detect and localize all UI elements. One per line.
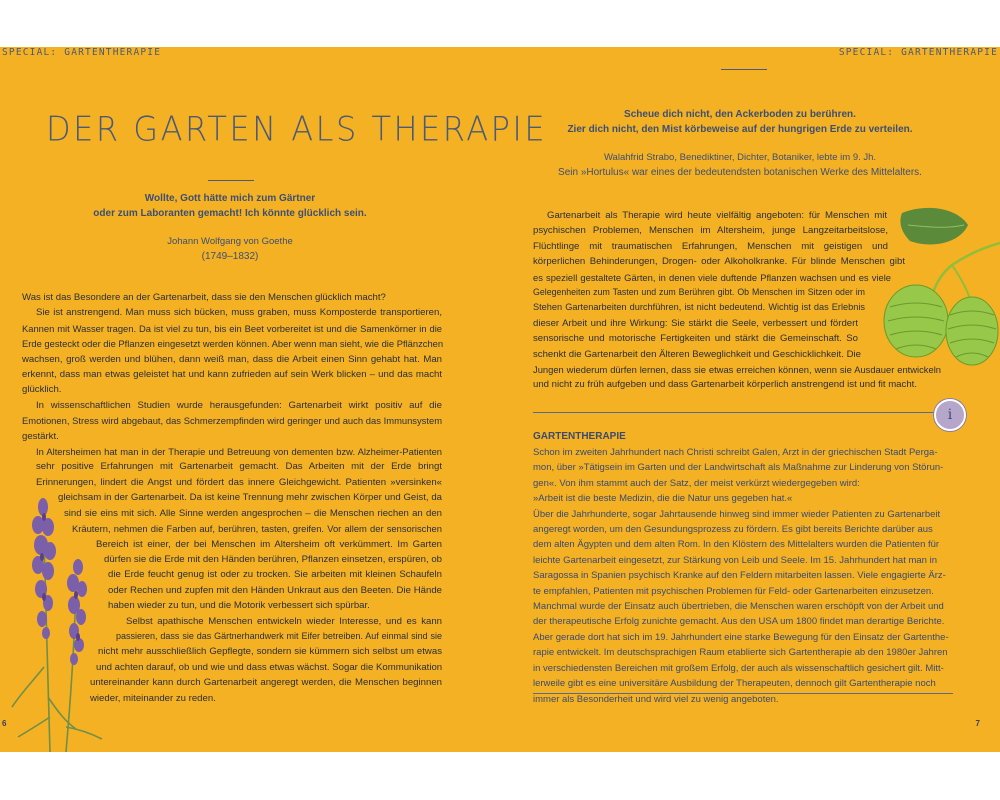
info-line: Aber gerade dort hat sich im 19. Jahrhundert eine starke Bewegung für den Einsatz der Gartenthe- — [533, 631, 949, 643]
paragraph-line: Gartenarbeit als Therapie wird heute vielfältig angeboten: für Menschen mit — [547, 210, 887, 221]
info-line: immer als Besonderheit und wird viel zu wenig angeboten. — [533, 693, 779, 705]
paragraph-line: gestärkt. — [22, 430, 59, 442]
info-line: rapie entwickelt. Im deutschsprachigen Raum etablierte sich Gartentherapie ab den 1980er Jahren — [533, 647, 948, 659]
quote-attribution: Sein »Hortulus« war eines der bedeutendsten botanischen Werke des Mittelalters. — [558, 167, 922, 178]
info-icon: i — [934, 399, 966, 431]
quote-line: Wollte, Gott hätte mich zum Gärtner — [144, 193, 316, 204]
paragraph-line: glücklich. — [22, 384, 62, 396]
info-line: »Arbeit ist die beste Medizin, die die Natur uns gegeben hat.« — [533, 493, 793, 505]
paragraph-line: dürfen sie die Erde mit den Händen berühren, Pflanzen einsetzen, erspüren, ob — [104, 553, 442, 565]
title-divider — [208, 180, 254, 181]
paragraph-line: erkennt, dass man etwas geleistet hat und kann zufrieden auf sein Werk blicken – und das macht — [22, 369, 442, 381]
lavender-illustration — [8, 467, 108, 752]
paragraph-line: und achten darauf, ob und wie und dass etwas wächst. Sogar die Kommunikation — [96, 661, 443, 673]
paragraph-line: nicht mehr ausschließlich Gepflegte, sondern sie kümmern sich selbst um etwas — [98, 646, 442, 658]
running-header-left: SPECIAL: GARTENTHERAPIE — [2, 47, 162, 58]
info-box-bottom-rule — [533, 693, 953, 694]
info-line: mon, über »Tätigsein im Garten und der Landwirtschaft als Maßnahme zur Linderung von Störun- — [533, 462, 944, 474]
paragraph-line: passieren, dass sie das Gärtnerhandwerk mit Eifer betreiben. Auf einmal sind sie — [116, 630, 442, 641]
paragraph-line: Kräutern, nehmen die Farben auf, berühren, tasten, greifen. Vor allem der sensorischen — [72, 523, 442, 535]
paragraph-line: Emotionen, Stress wird abgebaut, das Schmerzempfinden wird geringer und auch das Immunsystem — [22, 415, 442, 427]
info-line: dem alten Ägypten und dem alten Rom. In den Klöstern des Mittelalters wurden die Patienten für — [533, 539, 940, 551]
info-line: angeregt worden, um den Gesundungsprozess zu fördern. Es gibt bereits Berichte darüber aus — [533, 524, 933, 536]
hops-illustration — [872, 203, 1000, 373]
quote-attribution: Walahfrid Strabo, Benediktiner, Dichter, Botaniker, lebte im 9. Jh. — [603, 152, 877, 163]
paragraph-line: Sie ist anstrengend. Man muss sich bücken, muss graben, muss Komposterde transportieren, — [36, 307, 442, 319]
paragraph-line: sehr positive Erfahrungen mit Gartenarbeit gemacht. Das Arbeiten mit der Erde bringt — [36, 461, 442, 473]
info-line: Manchmal wurde der Einsatz auch übertrieben, die Menschen waren erschöpft von der Arbeit und — [533, 601, 944, 613]
info-line: te empfahlen, Patienten mit psychischen Problemen für Feld- oder Gartenarbeiten einzusetzen. — [533, 585, 934, 597]
paragraph-line: haben wieder zu tun, und die Motorik verbessert sich spürbar. — [108, 600, 370, 612]
quote-line: oder zum Laboranten gemacht! Ich könnte glücklich sein. — [93, 208, 367, 219]
quote-years: (1749–1832) — [201, 251, 259, 262]
page-number-left: 6 — [2, 719, 7, 728]
info-box-text — [533, 445, 953, 707]
page-number-right: 7 — [975, 719, 980, 728]
quote-line: Scheue dich nicht, den Ackerboden zu berühren. — [624, 109, 856, 120]
quote-divider — [721, 69, 767, 70]
paragraph-line: In Altersheimen hat man in der Therapie und Betreuung von dementen bzw. Alzheimer-Patienten — [36, 446, 442, 458]
paragraph-line: In wissenschaftlichen Studien wurde herausgefunden: Gartenarbeit wirkt positiv auf die — [36, 399, 442, 411]
goethe-quote — [40, 191, 420, 264]
info-line: der therapeutische Erfolg zunichte gemacht. Aus den USA um 1800 findet man derartige Berichte. — [533, 616, 945, 628]
paragraph-line: Bereich ist einer, der bei Menschen im Altersheim oft verkümmert. Im Garten — [96, 538, 442, 550]
paragraph-line: psychischen Problemen, Menschen im Altersheim, junge Langzeitarbeitslose, — [533, 225, 888, 237]
page-title: DER GARTEN ALS THERAPIE — [46, 109, 548, 149]
paragraph-line: Flüchtlinge mit traumatischen Erfahrungen, Menschen mit geistigen und — [533, 240, 888, 252]
info-box-top-rule — [533, 412, 947, 413]
paragraph-line: gleichsam in der Gartenarbeit. Da ist keine Trennung mehr zwischen Körper und Geist, da — [58, 492, 442, 504]
paragraph-line: und nicht zu früh aufgeben und dass Gartenarbeit körperlich anstrengend ist und fit macht. — [533, 379, 917, 391]
paragraph-line: Erde gesteckt oder die Pflanzen eingesetzt werden können. Aber wenn man sieht, wie die Pflänzchen — [22, 338, 444, 350]
paragraph-line: Erinnerungen, lindert die Angst und fördert das innere Gleichgewicht. Patienten »versinken« — [36, 476, 442, 488]
paragraph-line: wachsen, groß werden und blühen, dann weiß man, dass die Arbeit einen Sinn gehabt hat. Man — [22, 353, 442, 365]
info-line: lerweile gibt es eine universitäre Ausbildung der Therapeuten, dennoch gilt Gartentherapie noch — [533, 678, 936, 690]
paragraph-line: sensorische und motorische Fertigkeiten und stärkt die Gemeinschaft. So — [533, 333, 858, 345]
paragraph-line: Was ist das Besondere an der Gartenarbeit, dass sie den Menschen glücklich macht? — [22, 292, 386, 303]
book-spread — [0, 47, 1000, 752]
paragraph-line: schenkt die Gartenarbeit den Älteren Beweglichkeit und Geschicklichkeit. Die — [533, 348, 861, 360]
info-line: gen«. Von ihm stammt auch der Satz, der meist verkürzt wiedergegeben wird: — [533, 477, 860, 489]
paragraph-line: oder Rechen und zupfen mit den Händen Unkraut aus den Beeten. Die Hände — [108, 584, 442, 596]
paragraph-line: Gelegenheiten zum Tasten und zum Berühren gibt. Ob Menschen im Sitzen oder im — [533, 287, 865, 298]
info-line: Saragossa in Spanien psychisch Kranke auf den Feldern mitarbeiten lassen. Viele engagierte Ärz- — [533, 570, 946, 582]
info-line: Über die Jahrhunderte, sogar Jahrtausende hinweg sind immer wieder Patienten zu Gartenarbeit — [533, 508, 941, 520]
paragraph-line: Stehen Gartenarbeiten durchführen, ist nicht bedeutend. Wichtig ist das Erlebnis — [533, 302, 865, 313]
paragraph-line: körperlichen Behinderungen, Drogen- oder Alkoholkranke. Für blinde Menschen gibt — [533, 256, 905, 268]
paragraph-line: es speziell gestaltete Gärten, in denen viele duftende Pflanzen wachsen und es viele — [533, 271, 891, 283]
paragraph-line: Selbst apathische Menschen entwickeln wieder Interesse, und es kann — [126, 615, 442, 627]
paragraph-line: wieder, miteinander zu reden. — [90, 692, 216, 704]
paragraph-line: dieser Arbeit und ihre Wirkung: Sie stärkt die Seele, verbessert und fördert — [533, 317, 858, 329]
paragraph-line: Kannen mit Wasser tragen. Da ist viel zu tun, bis ein Beet vorbereitet ist und die Samenkörner in die — [22, 322, 442, 334]
info-line: leichte Gartenarbeit eingesetzt, zur Stärkung von Leib und Seele. Im 15. Jahrhundert hat man in — [533, 554, 937, 566]
info-line: in verschiedensten Bereichen mit großem Erfolg, der auch als wissenschaftlich gesichert gilt. Mitt- — [533, 662, 944, 674]
paragraph-line: sind sie eins mit sich. Alle Sinne werden angesprochen – die Menschen riechen an den — [64, 507, 442, 519]
running-header-right: SPECIAL: GARTENTHERAPIE — [838, 47, 998, 58]
info-box-title: GARTENTHERAPIE — [533, 431, 626, 442]
strabo-quote — [530, 107, 950, 180]
paragraph-line: die Erde feucht genug ist oder zu trocken. Sie arbeiten mit kleinen Schaufeln — [108, 569, 442, 581]
quote-author: Johann Wolfgang von Goethe — [167, 236, 293, 247]
paragraph-line: Jungen wiederum dürfen lernen, dass sie etwas erreichen können, wenn sie Ausdauer entwickeln — [533, 364, 941, 376]
paragraph-line: untereinander kann durch Gartenarbeit angeregt werden, die Menschen beginnen — [90, 677, 442, 689]
info-line: Schon im zweiten Jahrhundert nach Christi schreibt Galen, Arzt in der griechischen Stadt Perga- — [533, 447, 938, 458]
quote-line: Zier dich nicht, den Mist körbeweise auf der hungrigen Erde zu verteilen. — [567, 124, 913, 135]
